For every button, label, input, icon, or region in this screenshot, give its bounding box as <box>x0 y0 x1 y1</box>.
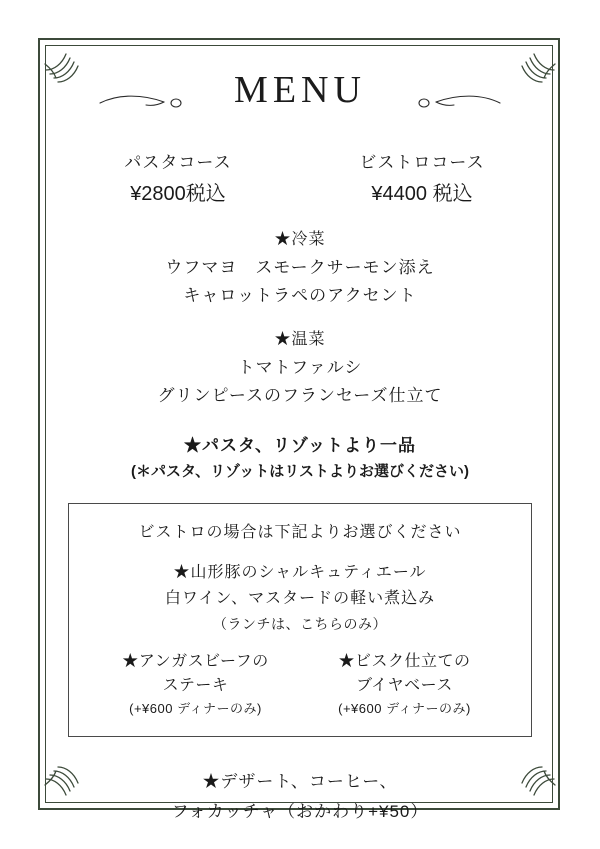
course-bistro <box>322 150 522 210</box>
dessert-line-1: ★デザート、コーヒー、 <box>202 772 398 791</box>
menu-item: トマトファルシ <box>237 358 363 377</box>
bistro-options-box <box>68 503 532 737</box>
option-title-line1: ★アンガスビーフの <box>122 653 269 670</box>
section-pasta-risotto <box>60 432 540 481</box>
menu-note: (＊パスタ、リゾットはリストよりお選びください) <box>131 463 469 480</box>
menu-item: グリンピースのフランセーズ仕立て <box>157 386 443 405</box>
menu-item: キャロットラペのアクセント <box>183 286 417 305</box>
title-flourish-right-icon <box>416 92 502 119</box>
course-name: パスタコース <box>124 153 232 172</box>
page-title: MENU <box>234 69 366 111</box>
course-header-row <box>78 150 522 210</box>
option-title-line2: ステーキ <box>162 677 229 694</box>
menu-item: ウフマヨ スモークサーモン添え <box>165 258 435 277</box>
course-name: ビストロコース <box>359 153 485 172</box>
bistro-option-bouillabaisse <box>302 650 507 720</box>
course-price: ¥2800税込 <box>130 183 226 205</box>
dessert-line-2: フォカッチャ（おかわり+¥50） <box>171 802 429 821</box>
option-price: (+¥600 ディナーのみ) <box>338 701 471 716</box>
menu-item: ★パスタ、リゾットより一品 <box>184 436 416 455</box>
bistro-option-steak <box>93 650 298 720</box>
menu-content <box>60 58 540 821</box>
bistro-option-row <box>79 650 521 720</box>
option-price: (+¥600 ディナーのみ) <box>129 701 262 716</box>
section-warm-dishes <box>60 326 540 410</box>
option-title-line2: ブイヤベース <box>356 677 453 694</box>
title-row <box>60 64 540 126</box>
bistro-box-heading: ビストロの場合は下記よりお選びください <box>138 524 462 541</box>
bistro-main-note: （ランチは、こちらのみ） <box>213 616 387 632</box>
bistro-main-item: ★山形豚のシャルキュティエール <box>173 564 427 581</box>
section-heading: ★冷菜 <box>274 231 326 248</box>
option-title-line1: ★ビスク仕立ての <box>338 653 471 670</box>
course-price: ¥4400 税込 <box>371 183 473 205</box>
title-flourish-left-icon <box>98 92 184 119</box>
section-heading: ★温菜 <box>274 331 326 348</box>
bistro-main-description: 白ワイン、マスタードの軽い煮込み <box>164 590 436 607</box>
section-cold-dishes <box>60 226 540 310</box>
section-dessert <box>60 767 540 827</box>
course-pasta <box>78 150 278 210</box>
